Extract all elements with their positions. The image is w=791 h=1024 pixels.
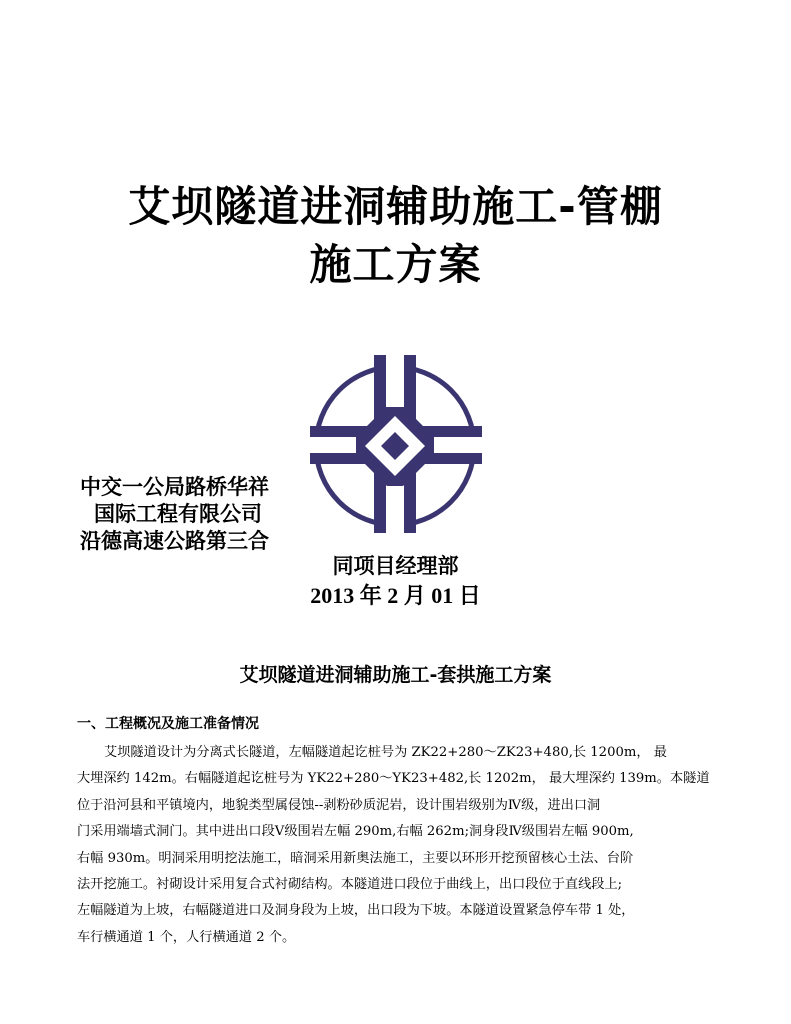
company-name [80,474,320,555]
department-name: 同项目经理部 [332,554,459,578]
title-line-1: 艾坝隧道进洞辅助施工-管棚 [128,182,663,231]
paragraph-line: 左幅隧道为上坡，右幅隧道进口及洞身段为上坡，出口段为下坡。本隧道设置紧急停车带 1 处， [77,903,635,919]
company-logo-icon [300,350,490,538]
paragraph-line: 车行横通道 1 个，人行横通道 2 个。 [77,929,296,945]
section-heading-1: 一、工程概况及施工准备情况 [77,716,259,732]
department-block [0,551,791,611]
document-date: 2013 年 2 月 01 日 [310,583,481,608]
paragraph-line: 法开挖施工。衬砌设计采用复合式衬砌结构。本隧道进口段位于曲线上，出口段位于直线段上; [77,877,623,893]
paragraph-line: 位于沿河县和平镇境内，地貌类型属侵蚀--剥粉砂质泥岩，设计围岩级别为Ⅳ级，进出口洞 [77,797,601,813]
company-line-2: 国际工程有限公司 [94,502,262,526]
paragraph-line: 门采用端墙式洞门。其中进出口段Ⅴ级围岩左幅 290m,右幅 262m;洞身段Ⅳ级围岩左幅 900m, [77,824,634,840]
document-title [60,178,731,294]
paragraph-line: 艾坝隧道设计为分离式长隧道，左幅隧道起讫桩号为 ZK22+280～ZK23+480,长 1200m， 最 [104,745,667,760]
title-line-2: 施工方案 [309,240,482,289]
section-1-paragraph [77,740,713,951]
company-line-3: 沿德高速公路第三合 [80,529,269,553]
document-subtitle: 艾坝隧道进洞辅助施工-套拱施工方案 [239,664,552,686]
paragraph-line: 右幅 930m。明洞采用明挖法施工，暗洞采用新奥法施工，主要以环形开挖预留核心土法、台阶 [77,850,634,866]
company-line-1: 中交一公局路桥华祥 [80,475,269,499]
paragraph-line: 大埋深约 142m。右幅隧道起讫桩号为 YK22+280～YK23+482,长 1202m， 最大埋深约 139m。本隧道 [77,771,710,787]
